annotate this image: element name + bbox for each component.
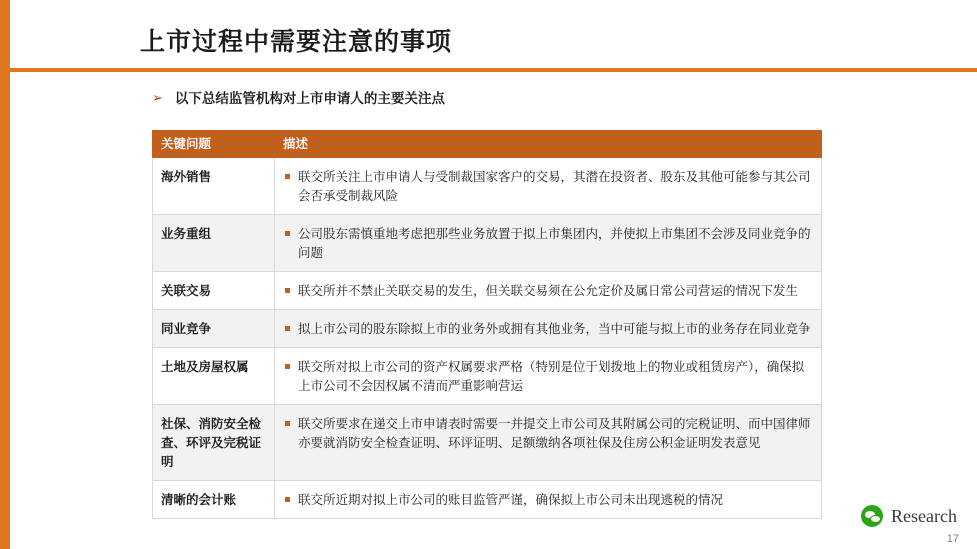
- table-body: [153, 158, 822, 519]
- row-description-cell: [275, 158, 822, 215]
- row-description-text: 联交所关注上市申请人与受制裁国家客户的交易，其潜在投资者、股东及其他可能参与其公司会否承受制裁风险: [298, 169, 811, 203]
- column-header-key: 关键问题: [153, 131, 275, 158]
- page-number: 17: [946, 533, 959, 545]
- square-bullet-icon: [285, 326, 290, 331]
- row-description-cell: [275, 215, 822, 272]
- row-description-text: 联交所并不禁止关联交易的发生，但关联交易须在公允定价及属日常公司营运的情况下发生: [298, 283, 799, 298]
- row-key-cell: 关联交易: [153, 272, 275, 310]
- table-row: [153, 158, 822, 215]
- square-bullet-icon: [285, 288, 290, 293]
- left-accent-bar: [0, 0, 16, 549]
- square-bullet-icon: [285, 421, 290, 426]
- research-badge: [861, 505, 957, 527]
- row-key-cell: 业务重组: [153, 215, 275, 272]
- table-header-row: [153, 131, 822, 158]
- square-bullet-icon: [285, 174, 290, 179]
- table-row: [153, 481, 822, 519]
- row-description-cell: [275, 272, 822, 310]
- row-description-text: 公司股东需慎重地考虑把那些业务放置于拟上市集团内，并使拟上市集团不会涉及同业竞争的问题: [298, 226, 811, 260]
- square-bullet-icon: [285, 364, 290, 369]
- arrow-bullet-icon: ➢: [152, 91, 163, 106]
- square-bullet-icon: [285, 497, 290, 502]
- table-row: [153, 215, 822, 272]
- table-row: [153, 348, 822, 405]
- row-key-cell: 社保、消防安全检查、环评及完税证明: [153, 405, 275, 481]
- row-description-cell: [275, 481, 822, 519]
- row-description-cell: [275, 348, 822, 405]
- column-header-description: 描述: [275, 131, 822, 158]
- title-divider: [10, 68, 977, 72]
- key-issues-table: [152, 130, 822, 519]
- row-description-text: 联交所对拟上市公司的资产权属要求严格（特别是位于划拨地上的物业或租赁房产），确保拟上市公司不会因权属不清而严重影响营运: [298, 359, 805, 393]
- row-key-cell: 同业竞争: [153, 310, 275, 348]
- key-issues-table-wrapper: [152, 130, 822, 519]
- table-header: [153, 131, 822, 158]
- row-key-cell: 土地及房屋权属: [153, 348, 275, 405]
- left-accent-bar-inner: [10, 0, 16, 549]
- row-description-text: 拟上市公司的股东除拟上市的业务外或拥有其他业务，当中可能与拟上市的业务存在同业竞争: [298, 321, 811, 336]
- table-row: [153, 310, 822, 348]
- row-description-text: 联交所要求在递交上市申请表时需要一并提交上市公司及其附属公司的完税证明、而中国律师亦要就消防安全检查证明、环评证明、足额缴纳各项社保及住房公积金证明发表意见: [298, 416, 811, 450]
- row-description-cell: [275, 310, 822, 348]
- page-title: 上市过程中需要注意的事项: [140, 27, 453, 56]
- lead-bullet-text: 以下总结监管机构对上市申请人的主要关注点: [174, 91, 445, 107]
- row-key-cell: 清晰的会计账: [153, 481, 275, 519]
- square-bullet-icon: [285, 231, 290, 236]
- row-key-cell: 海外销售: [153, 158, 275, 215]
- wechat-icon: [861, 505, 883, 527]
- table-row: [153, 272, 822, 310]
- research-badge-label: Research: [891, 505, 957, 526]
- table-row: [153, 405, 822, 481]
- lead-bullet: [152, 90, 445, 108]
- row-description-text: 联交所近期对拟上市公司的账目监管严谨，确保拟上市公司未出现逃税的情况: [298, 492, 724, 507]
- row-description-cell: [275, 405, 822, 481]
